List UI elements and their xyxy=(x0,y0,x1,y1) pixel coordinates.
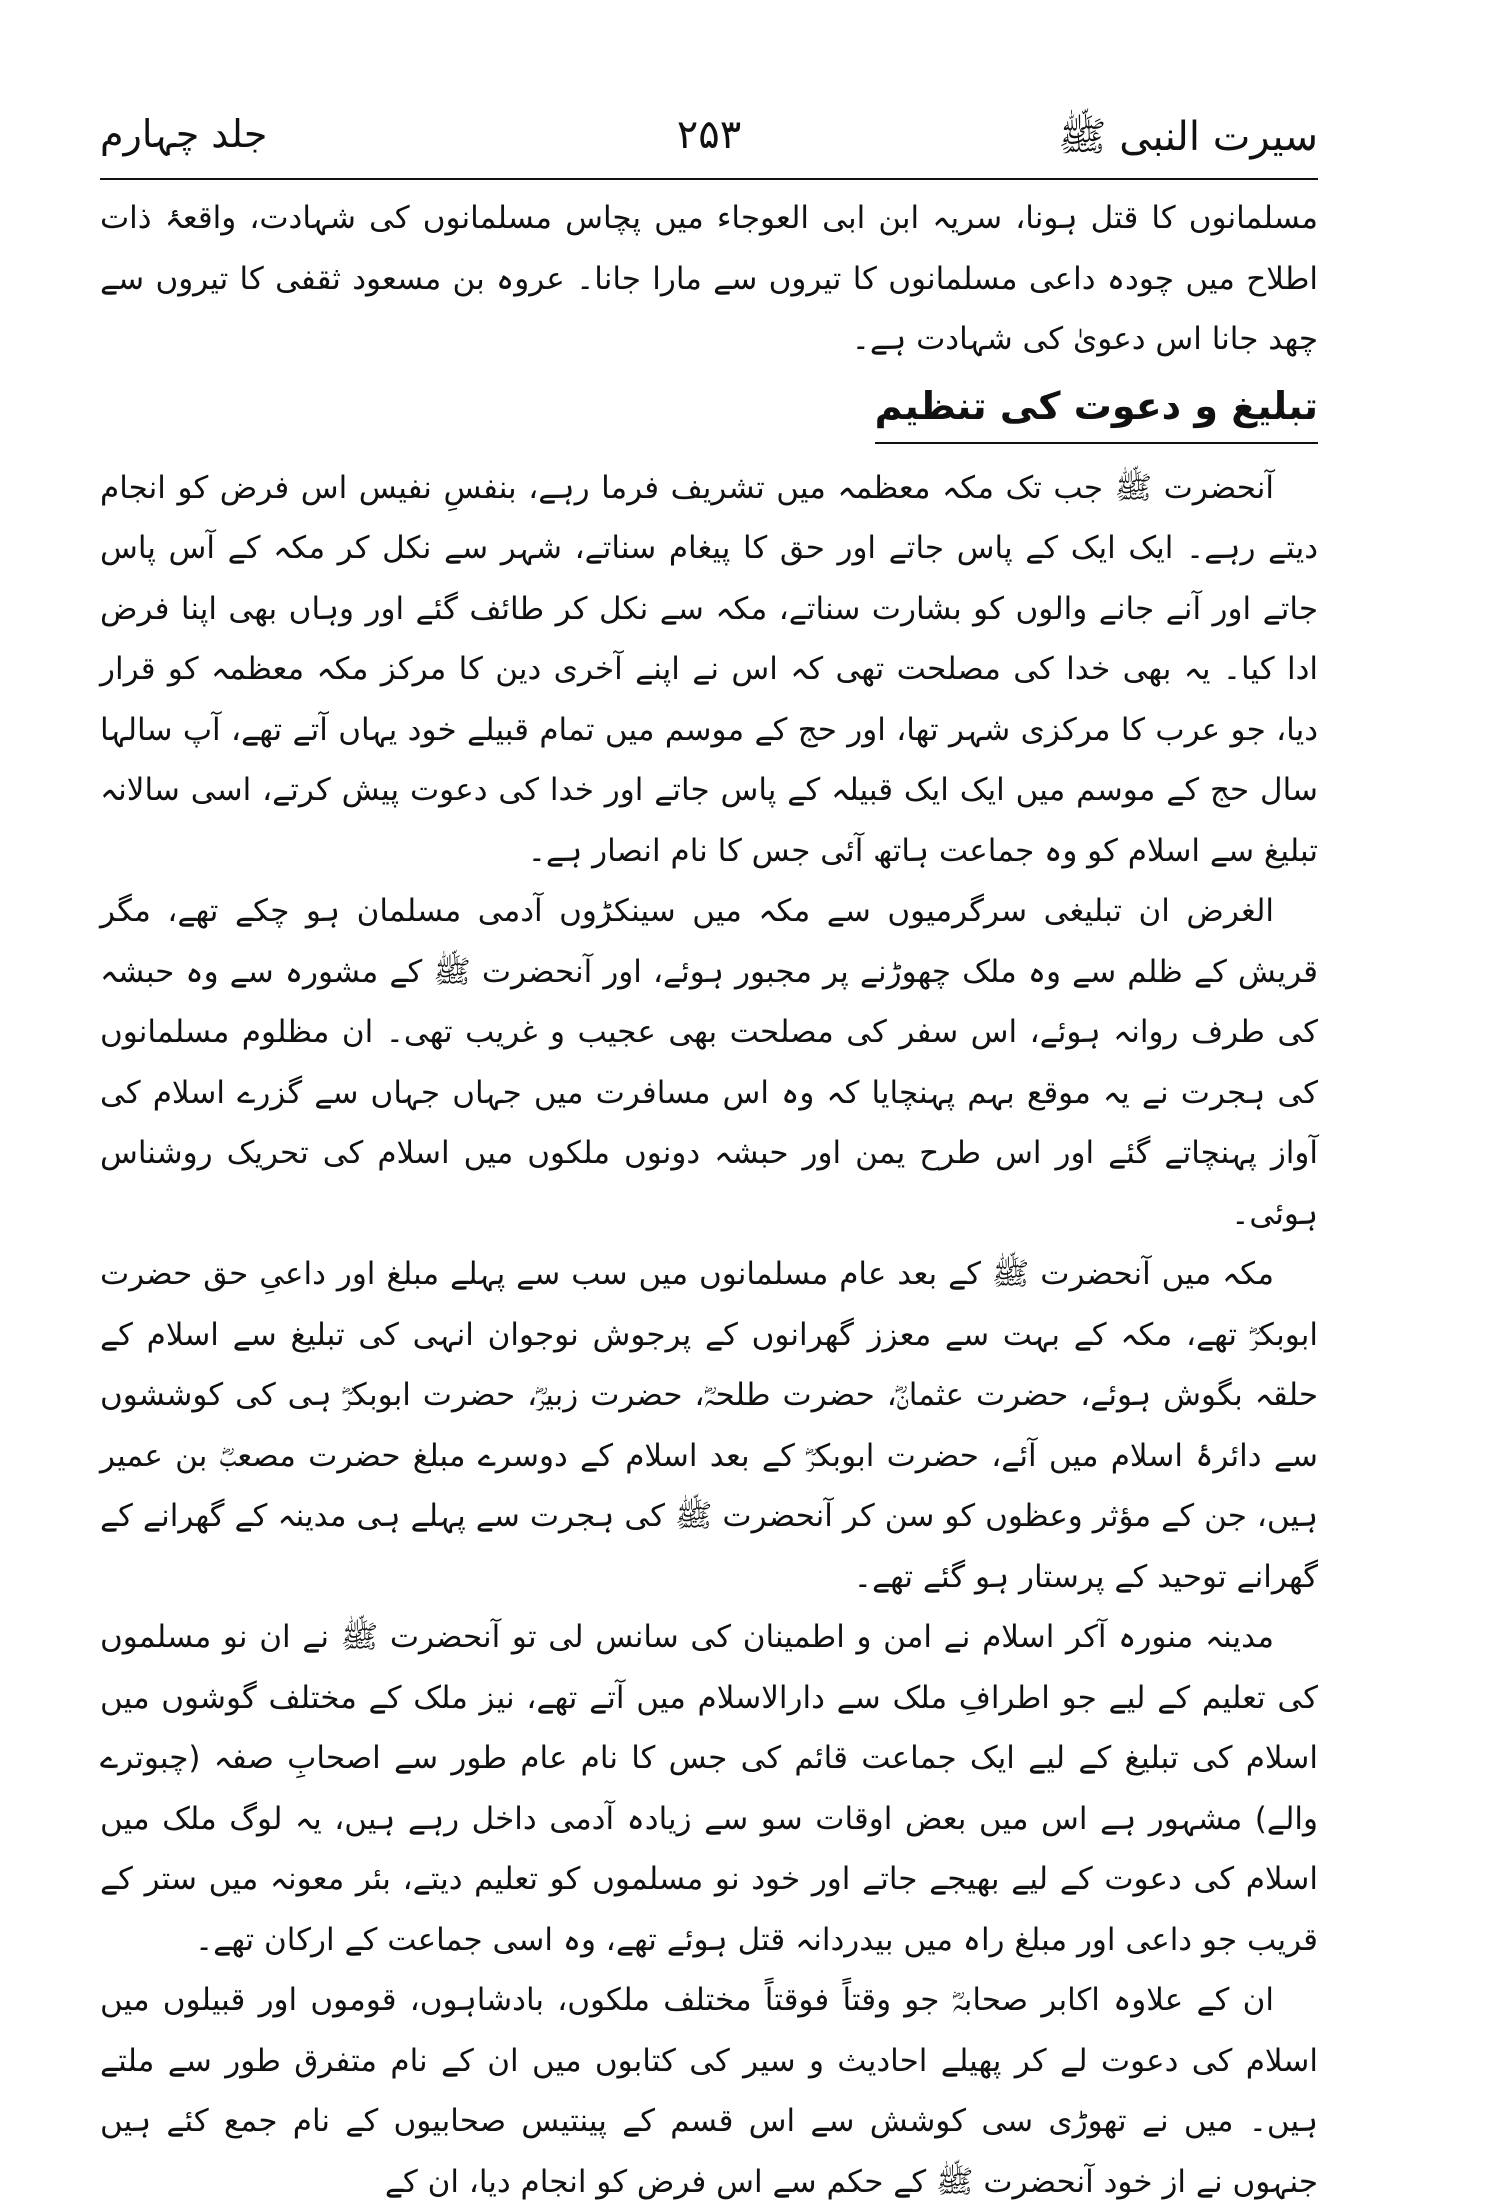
paragraph: آنحضرت ﷺ جب تک مکہ معظمہ میں تشریف فرما رہے، بنفسِ نفیس اس فرض کو انجام دیتے رہے۔ ایک ایک کے پاس جاتے اور حق کا پیغام سناتے، شہر سے نکل کر مکہ کے آس پاس جاتے اور آنے جانے والوں کو بشارت سناتے، مکہ سے نکل کر طائف گئے اور وہاں بھی اپنا فرض ادا کیا۔ یہ بھی خدا کی مصلحت تھی کہ اس نے اپنے آخری دین کا مرکز مکہ معظمہ کو قرار دیا، جو عرب کا مرکزی شہر تھا، اور حج کے موسم میں تمام قبیلے خود یہاں آتے تھے، آپ سالہا سال حج کے موسم میں ایک ایک قبیلہ کے پاس جاتے اور خدا کی دعوت پیش کرتے، اسی سالانہ تبلیغ سے اسلام کو وہ جماعت ہاتھ آئی جس کا نام انصار ہے۔ xyxy=(100,469,1318,869)
page-header xyxy=(100,108,1318,178)
paragraph: ان کے علاوہ اکابر صحابہؓ جو وقتاً فوقتاً مختلف ملکوں، بادشاہوں، قوموں اور قبیلوں میں اسلام کی دعوت لے کر پھیلے احادیث و سیر کی کتابوں میں ان کے نام متفرق طور سے ملتے ہیں۔ میں نے تھوڑی سی کوشش سے اس قسم کے پینتیس صحابیوں کے نام جمع کئے ہیں جنہوں نے از خود آنحضرت ﷺ کے حکم سے اس فرض کو انجام دیا، ان کے xyxy=(100,1982,1318,2200)
page-number: ۲۵۳ xyxy=(676,112,742,158)
intro-paragraph: مسلمانوں کا قتل ہونا، سریہ ابن ابی العوجاء میں پچاس مسلمانوں کی شہادت، واقعۂ ذات اطلاح میں چودہ داعی مسلمانوں کا تیروں سے مارا جانا۔ عروہ بن مسعود ثقفی کا تیروں سے چھد جانا اس دعویٰ کی شہادت ہے۔ xyxy=(100,200,1318,357)
page-body xyxy=(100,188,1318,2212)
paragraph: الغرض ان تبلیغی سرگرمیوں سے مکہ میں سینکڑوں آدمی مسلمان ہو چکے تھے، مگر قریش کے ظلم سے وہ ملک چھوڑنے پر مجبور ہوئے، اور آنحضرت ﷺ کے مشورہ سے وہ حبشہ کی طرف روانہ ہوئے، اس سفر کی مصلحت بھی عجیب و غریب تھی۔ ان مظلوم مسلمانوں کی ہجرت نے یہ موقع بہم پہنچایا کہ وہ اس مسافرت میں جہاں جہاں سے گزرے اسلام کی آواز پہنچاتے گئے اور اس طرح یمن اور حبشہ دونوں ملکوں میں اسلام کی تحریک روشناس ہوئی۔ xyxy=(100,893,1318,1232)
book-title: سیرت النبی ﷺ xyxy=(1058,114,1318,160)
paragraph: مکہ میں آنحضرت ﷺ کے بعد عام مسلمانوں میں سب سے پہلے مبلغ اور داعیِ حق حضرت ابوبکرؓ تھے، مکہ کے بہت سے معزز گھرانوں کے پرجوش نوجوان انہی کی تبلیغ سے اسلام کے حلقہ بگوش ہوئے، حضرت عثمانؓ، حضرت طلحہؓ، حضرت زبیرؓ، حضرت ابوبکرؓ ہی کی کوششوں سے دائرۂ اسلام میں آئے، حضرت ابوبکرؓ کے بعد اسلام کے دوسرے مبلغ حضرت مصعبؓ بن عمیر ہیں، جن کے مؤثر وعظوں کو سن کر آنحضرت ﷺ کی ہجرت سے پہلے ہی مدینہ کے گھرانے کے گھرانے توحید کے پرستار ہو گئے تھے۔ xyxy=(100,1256,1318,1595)
section-heading-wrap xyxy=(100,370,1318,458)
section-heading: تبلیغ و دعوت کی تنظیم xyxy=(875,370,1318,444)
header-rule xyxy=(100,178,1318,180)
volume-label: جلد چہارم xyxy=(100,112,268,156)
paragraph: مدینہ منورہ آکر اسلام نے امن و اطمینان کی سانس لی تو آنحضرت ﷺ نے ان نو مسلموں کی تعلیم کے لیے جو اطرافِ ملک سے دارالاسلام میں آتے تھے، نیز ملک کے مختلف گوشوں میں اسلام کی تبلیغ کے لیے ایک جماعت قائم کی جس کا نام عام طور سے اصحابِ صفہ (چبوترے والے) مشہور ہے اس میں بعض اوقات سو سے زیادہ آدمی داخل رہے ہیں، یہ لوگ ملک میں اسلام کی دعوت کے لیے بھیجے جاتے اور خود نو مسلموں کو تعلیم دیتے، بئر معونہ میں ستر کے قریب جو داعی اور مبلغ راہ میں بیدردانہ قتل ہوئے تھے، وہ اسی جماعت کے ارکان تھے۔ xyxy=(100,1619,1318,1958)
